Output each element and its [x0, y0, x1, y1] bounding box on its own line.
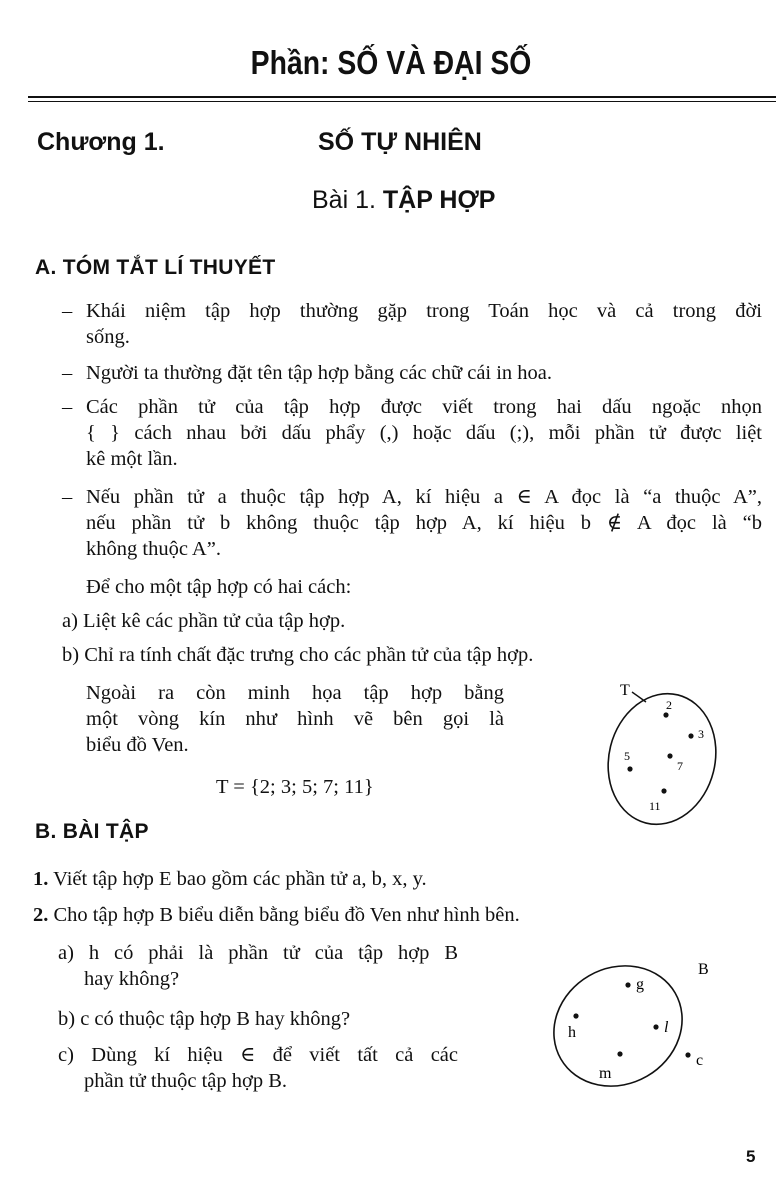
question-2c-line-2: phần tử thuộc tập hợp B.: [84, 1070, 288, 1092]
bullet-2-line-1: Người ta thường đặt tên tập hợp bằng các chữ cái in hoa.: [86, 362, 553, 384]
bullet-dash: –: [62, 486, 73, 508]
venn-B-point-h: [573, 1013, 578, 1018]
title-underline-thin: [28, 101, 776, 102]
page-number: 5: [746, 1147, 756, 1166]
part-title: Phần: SỐ VÀ ĐẠI SỐ: [250, 44, 532, 81]
way-a: a) Liệt kê các phần tử của tập hợp.: [62, 610, 346, 632]
question-2b: b) c có thuộc tập hợp B hay không?: [58, 1008, 351, 1030]
bullet-4: [62, 484, 762, 562]
venn-T-point-11: [661, 788, 666, 793]
venn-T-point-3: [688, 733, 693, 738]
venn-diagram-T: [590, 672, 740, 832]
venn-T-element-5: 5: [624, 749, 630, 763]
venn-intro-line-1: Ngoài ra còn minh họa tập hợp bằng: [86, 682, 504, 704]
bullet-dash: –: [62, 396, 73, 418]
venn-intro: [86, 680, 504, 758]
venn-T-point-2: [663, 712, 668, 717]
title-underline: [28, 96, 776, 98]
venn-B-element-l: l: [664, 1019, 669, 1036]
venn-B-element-h: h: [568, 1024, 576, 1041]
bullet-3-line-2: { } cách nhau bởi dấu phẩy (,) hoặc dấu (;), mỗi phần tử được liệt: [86, 422, 762, 444]
ways-intro: Để cho một tập hợp có hai cách:: [86, 576, 352, 598]
venn-B-element-g: g: [636, 976, 644, 993]
venn-T-point-7: [667, 753, 672, 758]
question-2c: [58, 1042, 458, 1094]
question-2-number: 2.: [33, 904, 49, 926]
venn-T-pointer: [632, 692, 646, 702]
question-2a: [58, 940, 458, 992]
question-2a-line-1: a) h có phải là phần tử của tập hợp B: [58, 942, 458, 964]
bullet-3-line-3: kê một lần.: [86, 448, 178, 470]
bullet-1-line-2: sống.: [86, 326, 130, 348]
bullet-1-line-1: Khái niệm tập hợp thường gặp trong Toán học và cả trong đời: [86, 300, 762, 322]
venn-B-point-m: [617, 1051, 622, 1056]
bullet-3: [62, 394, 762, 472]
venn-B-point-g: [625, 982, 630, 987]
bullet-dash: –: [62, 362, 73, 384]
lesson-name: TẬP HỢP: [382, 186, 496, 214]
venn-diagram-B: [552, 950, 732, 1100]
venn-T-element-2: 2: [666, 698, 672, 712]
bullet-dash: –: [62, 300, 73, 322]
venn-intro-line-2: một vòng kín như hình vẽ bên gọi là: [86, 708, 504, 730]
venn-T-boundary: [595, 682, 730, 832]
question-1: [33, 866, 427, 892]
venn-B-label: B: [698, 961, 709, 978]
bullet-2: [62, 360, 762, 386]
bullet-1: [62, 298, 762, 350]
chapter-label: Chương 1.: [37, 128, 165, 156]
venn-T-element-3: 3: [698, 727, 704, 741]
venn-B-element-m: m: [599, 1065, 612, 1082]
theory-heading: A. TÓM TẮT LÍ THUYẾT: [35, 256, 276, 279]
venn-T-label: T: [620, 682, 630, 699]
lesson-title: [312, 186, 495, 215]
question-1-text: Viết tập hợp E bao gồm các phần tử a, b, x, y.: [53, 868, 427, 890]
question-2: [33, 902, 520, 928]
bullet-4-line-2: nếu phần tử b không thuộc tập hợp A, kí hiệu b ∉ A đọc là “b: [86, 512, 762, 534]
venn-B-element-c: c: [696, 1052, 704, 1069]
venn-B-point-l: [653, 1024, 658, 1029]
venn-intro-line-3: biểu đồ Ven.: [86, 734, 189, 756]
way-b: b) Chỉ ra tính chất đặc trưng cho các phần tử của tập hợp.: [62, 644, 534, 666]
set-T-listing: T = {2; 3; 5; 7; 11}: [216, 776, 374, 798]
question-2a-line-2: hay không?: [84, 968, 180, 990]
question-1-number: 1.: [33, 868, 49, 890]
venn-T-element-11: 11: [649, 799, 661, 813]
bullet-4-line-1: Nếu phần tử a thuộc tập hợp A, kí hiệu a ∈ A đọc là “a thuộc A”,: [86, 486, 762, 508]
exercises-heading: B. BÀI TẬP: [35, 820, 149, 843]
lesson-prefix: Bài 1.: [312, 186, 376, 214]
question-2-text: Cho tập hợp B biểu diễn bằng biểu đồ Ven như hình bên.: [53, 904, 520, 926]
bullet-3-line-1: Các phần tử của tập hợp được viết trong hai dấu ngoặc nhọn: [86, 396, 762, 418]
chapter-name: SỐ TỰ NHIÊN: [318, 128, 482, 156]
bullet-4-line-3: không thuộc A”.: [86, 538, 221, 560]
venn-B-point-c: [685, 1052, 690, 1057]
question-2c-line-1: c) Dùng kí hiệu ∈ để viết tất cả các: [58, 1044, 458, 1066]
venn-T-element-7: 7: [677, 759, 683, 773]
venn-T-point-5: [627, 766, 632, 771]
